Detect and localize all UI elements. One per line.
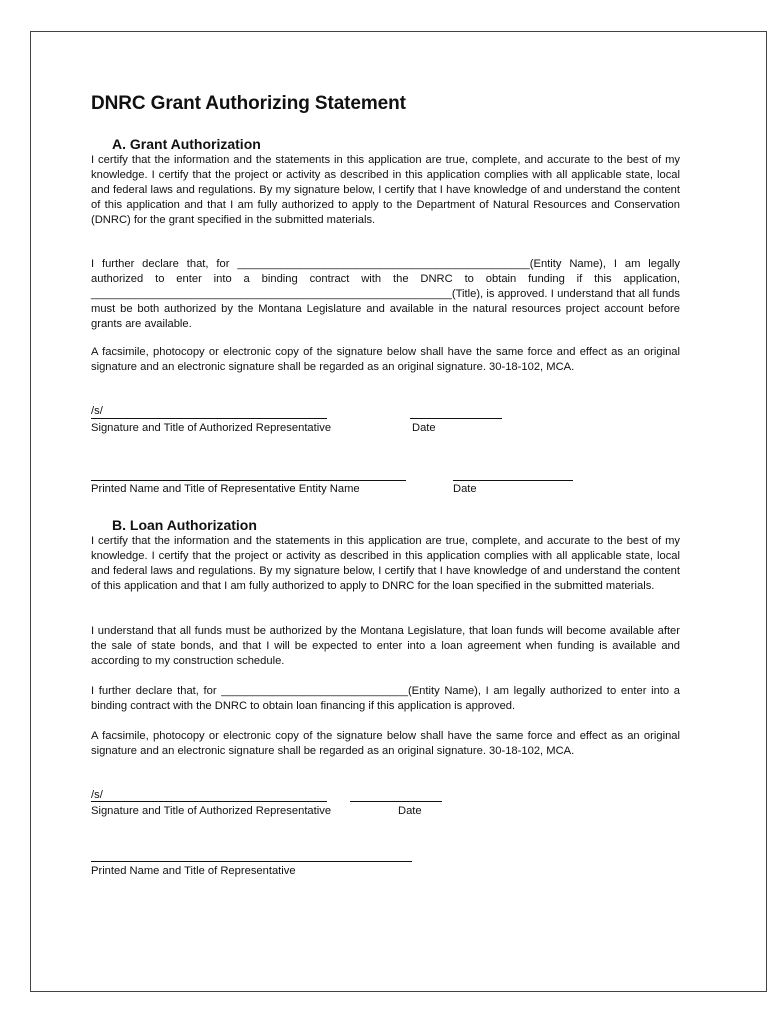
loan-facsimile-paragraph: A facsimile, photocopy or electronic copy of the signature below shall have the same force and effect as an original signature and an electronic signature shall be regarded as an original signature. 30-18-102, MCA. bbox=[91, 730, 680, 757]
grant-date-line bbox=[410, 418, 502, 419]
loan-date-label: Date bbox=[398, 805, 422, 817]
title-blank: __________________________________________________________ bbox=[91, 288, 452, 300]
loan-certify-paragraph: I certify that the information and the statements in this application are true, complete, and accurate to the best of my knowledge. I certify that the project or activity as described in this application complies with all applicable state, local and federal laws and regulations. By my signature below, I certify that I have knowledge of and understand the content of this application and that I am fully authorized to apply to DNRC for the loan specified in the submitted materials. bbox=[91, 535, 680, 592]
grant-declare-text-1: I further declare that, for bbox=[91, 258, 238, 270]
grant-printed-date-line bbox=[453, 480, 573, 481]
grant-date-label: Date bbox=[412, 422, 436, 434]
grant-printed-date-label: Date bbox=[453, 483, 477, 495]
loan-section-heading: B. Loan Authorization bbox=[112, 517, 257, 533]
document-title: DNRC Grant Authorizing Statement bbox=[91, 93, 406, 114]
loan-signature-line bbox=[91, 801, 327, 802]
grant-certify-paragraph: I certify that the information and the statements in this application are true, complete, and accurate to the best of my knowledge. I certify that the project or activity as described in this application complies with all applicable state, local and federal laws and regulations. By my signature below, I certify that I have knowledge of and understand the content of this application and that I am fully authorized to apply to the Department of Natural Resources and Conservation (DNRC) for the grant specified in the submitted materials. bbox=[91, 154, 680, 226]
loan-declare-paragraph bbox=[91, 684, 680, 714]
loan-signature-prefix: /s/ bbox=[91, 789, 103, 801]
loan-funds-paragraph: I understand that all funds must be authorized by the Montana Legislature, that loan funds will become available after the sale of state bonds, and that I will be expected to enter into a loan agreement when funding is available and according to my construction schedule. bbox=[91, 625, 680, 667]
grant-signature-line bbox=[91, 418, 327, 419]
loan-date-line bbox=[350, 801, 442, 802]
grant-facsimile-paragraph: A facsimile, photocopy or electronic copy of the signature below shall have the same force and effect as an original signature and an electronic signature shall be regarded as an original signature. 30-18-102, MCA. bbox=[91, 346, 680, 373]
loan-declare-text-2: (Entity Name), I am legally authorized to enter into a binding contract with the DNRC to obtain loan financing if this application is approved. bbox=[91, 685, 681, 712]
loan-signature-label: Signature and Title of Authorized Representative bbox=[91, 805, 332, 817]
grant-section-heading: A. Grant Authorization bbox=[112, 136, 261, 152]
grant-signature-prefix: /s/ bbox=[91, 405, 103, 417]
grant-printed-name-line bbox=[91, 480, 406, 481]
loan-printed-name-label: Printed Name and Title of Representative bbox=[91, 865, 296, 877]
grant-declare-paragraph bbox=[91, 257, 680, 332]
loan-printed-name-line bbox=[91, 861, 412, 862]
loan-entity-name-blank: ______________________________ bbox=[221, 685, 408, 697]
grant-declare-text-3: (Title), is approved. I understand that all funds must be both authorized by the Montana Legislature and available in the natural resources project account before grants are available. bbox=[91, 288, 680, 330]
grant-declare-text-2: (Entity Name), I am legally authorized to enter into a binding contract with the DNRC to obtain funding if this application, bbox=[91, 258, 681, 285]
loan-declare-text-1: I further declare that, for bbox=[91, 685, 222, 697]
grant-printed-name-label: Printed Name and Title of Representative Entity Name bbox=[91, 483, 360, 495]
grant-signature-label: Signature and Title of Authorized Representative bbox=[91, 422, 332, 434]
entity-name-blank: _______________________________________________ bbox=[237, 258, 530, 270]
